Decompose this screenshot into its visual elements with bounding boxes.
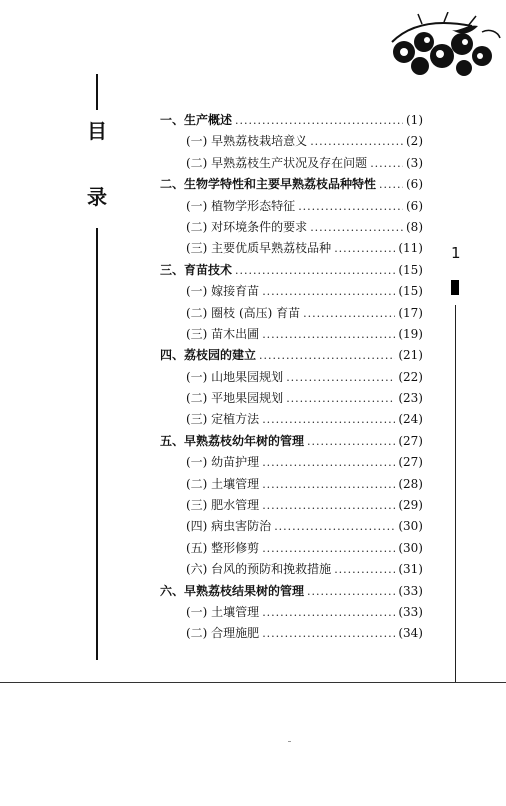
toc-entry-page: (15)	[398, 284, 423, 299]
toc-leader-dots	[259, 349, 395, 362]
toc-entry-page: (19)	[398, 326, 423, 341]
toc-entry-title: (二) 土壤管理	[186, 476, 260, 491]
toc-entry-page: (1)	[406, 113, 423, 127]
toc-section-entry[interactable]	[160, 453, 423, 474]
toc-section-entry[interactable]	[160, 304, 423, 325]
toc-leader-dots	[307, 585, 395, 598]
toc-entry-title: (二) 早熟荔枝生产状况及存在问题	[186, 155, 368, 170]
toc-leader-dots	[262, 328, 395, 341]
toc-entry-title: (二) 平地果园规划	[186, 391, 284, 406]
toc-entry-page: (33)	[398, 583, 423, 598]
contents-title-char-2: 录	[87, 185, 107, 209]
page-tab-marker	[451, 280, 459, 295]
toc-chapter-entry[interactable]	[160, 432, 423, 453]
toc-section-entry[interactable]	[160, 197, 423, 218]
toc-entry-title: (三) 定植方法	[186, 412, 260, 427]
table-of-contents	[160, 111, 423, 646]
toc-entry-page: (34)	[398, 626, 423, 641]
toc-entry-page: (27)	[398, 433, 423, 448]
toc-leader-dots	[310, 221, 403, 234]
left-rule-bottom	[96, 228, 98, 660]
toc-entry-title: (六) 台风的预防和挽救措施	[186, 562, 332, 577]
toc-entry-title: (一) 幼苗护理	[186, 455, 260, 470]
toc-leader-dots	[310, 135, 403, 148]
toc-leader-dots	[262, 478, 395, 491]
toc-chapter-entry[interactable]	[160, 175, 423, 196]
toc-leader-dots	[262, 456, 395, 469]
toc-section-entry[interactable]	[160, 539, 423, 560]
left-rule-top	[96, 74, 98, 110]
toc-section-entry[interactable]	[160, 560, 423, 581]
toc-leader-dots	[262, 627, 395, 640]
toc-section-entry[interactable]	[160, 603, 423, 624]
toc-entry-page: (30)	[398, 540, 423, 555]
toc-entry-title: (一) 山地果园规划	[186, 369, 284, 384]
toc-entry-page: (2)	[406, 134, 423, 149]
toc-section-entry[interactable]	[160, 325, 423, 346]
toc-entry-title: (二) 对环境条件的要求	[186, 219, 308, 234]
toc-section-entry[interactable]	[160, 475, 423, 496]
toc-section-entry[interactable]	[160, 410, 423, 431]
toc-section-entry[interactable]	[160, 218, 423, 239]
toc-entry-page: (6)	[406, 177, 423, 192]
toc-entry-title: (二) 合理施肥	[186, 626, 260, 641]
toc-entry-title: (一) 嫁接育苗	[186, 284, 260, 299]
toc-leader-dots	[235, 264, 395, 277]
toc-leader-dots	[274, 520, 395, 533]
toc-entry-title: (三) 肥水管理	[186, 498, 260, 513]
toc-entry-page: (29)	[398, 498, 423, 513]
toc-leader-dots	[262, 542, 395, 555]
page-number: 1	[451, 244, 461, 262]
toc-chapter-entry[interactable]	[160, 582, 423, 603]
toc-entry-page: (3)	[406, 155, 423, 170]
toc-entry-page: (6)	[406, 198, 423, 213]
toc-entry-page: (11)	[398, 241, 423, 256]
toc-entry-page: (27)	[398, 455, 423, 470]
toc-chapter-entry[interactable]	[160, 111, 423, 132]
toc-section-entry[interactable]	[160, 282, 423, 303]
right-rule	[455, 305, 456, 683]
toc-entry-page: (15)	[398, 262, 423, 277]
toc-entry-title: (一) 植物学形态特征	[186, 198, 296, 213]
toc-leader-dots	[298, 200, 403, 213]
toc-leader-dots	[303, 307, 395, 320]
toc-section-entry[interactable]	[160, 368, 423, 389]
toc-entry-title: 二、生物学特性和主要早熟荔枝品种特性	[160, 177, 377, 192]
scan-speck	[288, 741, 291, 742]
toc-chapter-entry[interactable]	[160, 346, 423, 367]
toc-entry-page: (17)	[398, 305, 423, 320]
toc-entry-title: 五、早熟荔枝幼年树的管理	[160, 433, 305, 448]
toc-entry-page: (21)	[398, 348, 423, 363]
toc-leader-dots	[334, 563, 395, 576]
toc-leader-dots	[262, 606, 395, 619]
toc-entry-title: (三) 主要优质早熟荔枝品种	[186, 241, 332, 256]
toc-section-entry[interactable]	[160, 154, 423, 175]
lychee-illustration-icon	[382, 12, 504, 82]
toc-section-entry[interactable]	[160, 517, 423, 538]
toc-section-entry[interactable]	[160, 496, 423, 517]
bottom-rule	[0, 682, 506, 683]
toc-leader-dots	[334, 242, 395, 255]
toc-entry-title: 一、生产概述	[160, 113, 233, 127]
toc-section-entry[interactable]	[160, 239, 423, 260]
toc-entry-page: (23)	[398, 391, 423, 406]
toc-leader-dots	[307, 435, 395, 448]
toc-entry-page: (33)	[398, 604, 423, 619]
toc-section-entry[interactable]	[160, 624, 423, 645]
toc-chapter-entry[interactable]	[160, 261, 423, 282]
toc-leader-dots	[262, 413, 395, 426]
toc-leader-dots	[286, 392, 395, 405]
toc-leader-dots	[379, 178, 403, 191]
toc-entry-title: 六、早熟荔枝结果树的管理	[160, 583, 305, 598]
toc-entry-title: (二) 圈枝 (高压) 育苗	[186, 305, 301, 320]
toc-entry-title: (一) 早熟荔枝栽培意义	[186, 134, 308, 149]
toc-leader-dots	[235, 114, 403, 127]
toc-entry-page: (8)	[406, 219, 423, 234]
toc-section-entry[interactable]	[160, 389, 423, 410]
toc-entry-title: (三) 苗木出圃	[186, 326, 260, 341]
toc-entry-page: (30)	[398, 519, 423, 534]
toc-leader-dots	[262, 285, 395, 298]
toc-entry-page: (24)	[398, 412, 423, 427]
toc-entry-title: (一) 土壤管理	[186, 604, 260, 619]
toc-entry-title: 三、育苗技术	[160, 262, 233, 277]
contents-title-char-1: 目	[87, 119, 107, 143]
toc-entry-page: (31)	[398, 562, 423, 577]
toc-entry-title: (五) 整形修剪	[186, 540, 260, 555]
toc-leader-dots	[286, 371, 395, 384]
toc-leader-dots	[370, 157, 403, 170]
toc-entry-title: 四、荔枝园的建立	[160, 348, 257, 363]
toc-leader-dots	[262, 499, 395, 512]
toc-entry-page: (28)	[398, 476, 423, 491]
toc-section-entry[interactable]	[160, 132, 423, 153]
toc-entry-page: (22)	[398, 369, 423, 384]
toc-entry-title: (四) 病虫害防治	[186, 519, 272, 534]
